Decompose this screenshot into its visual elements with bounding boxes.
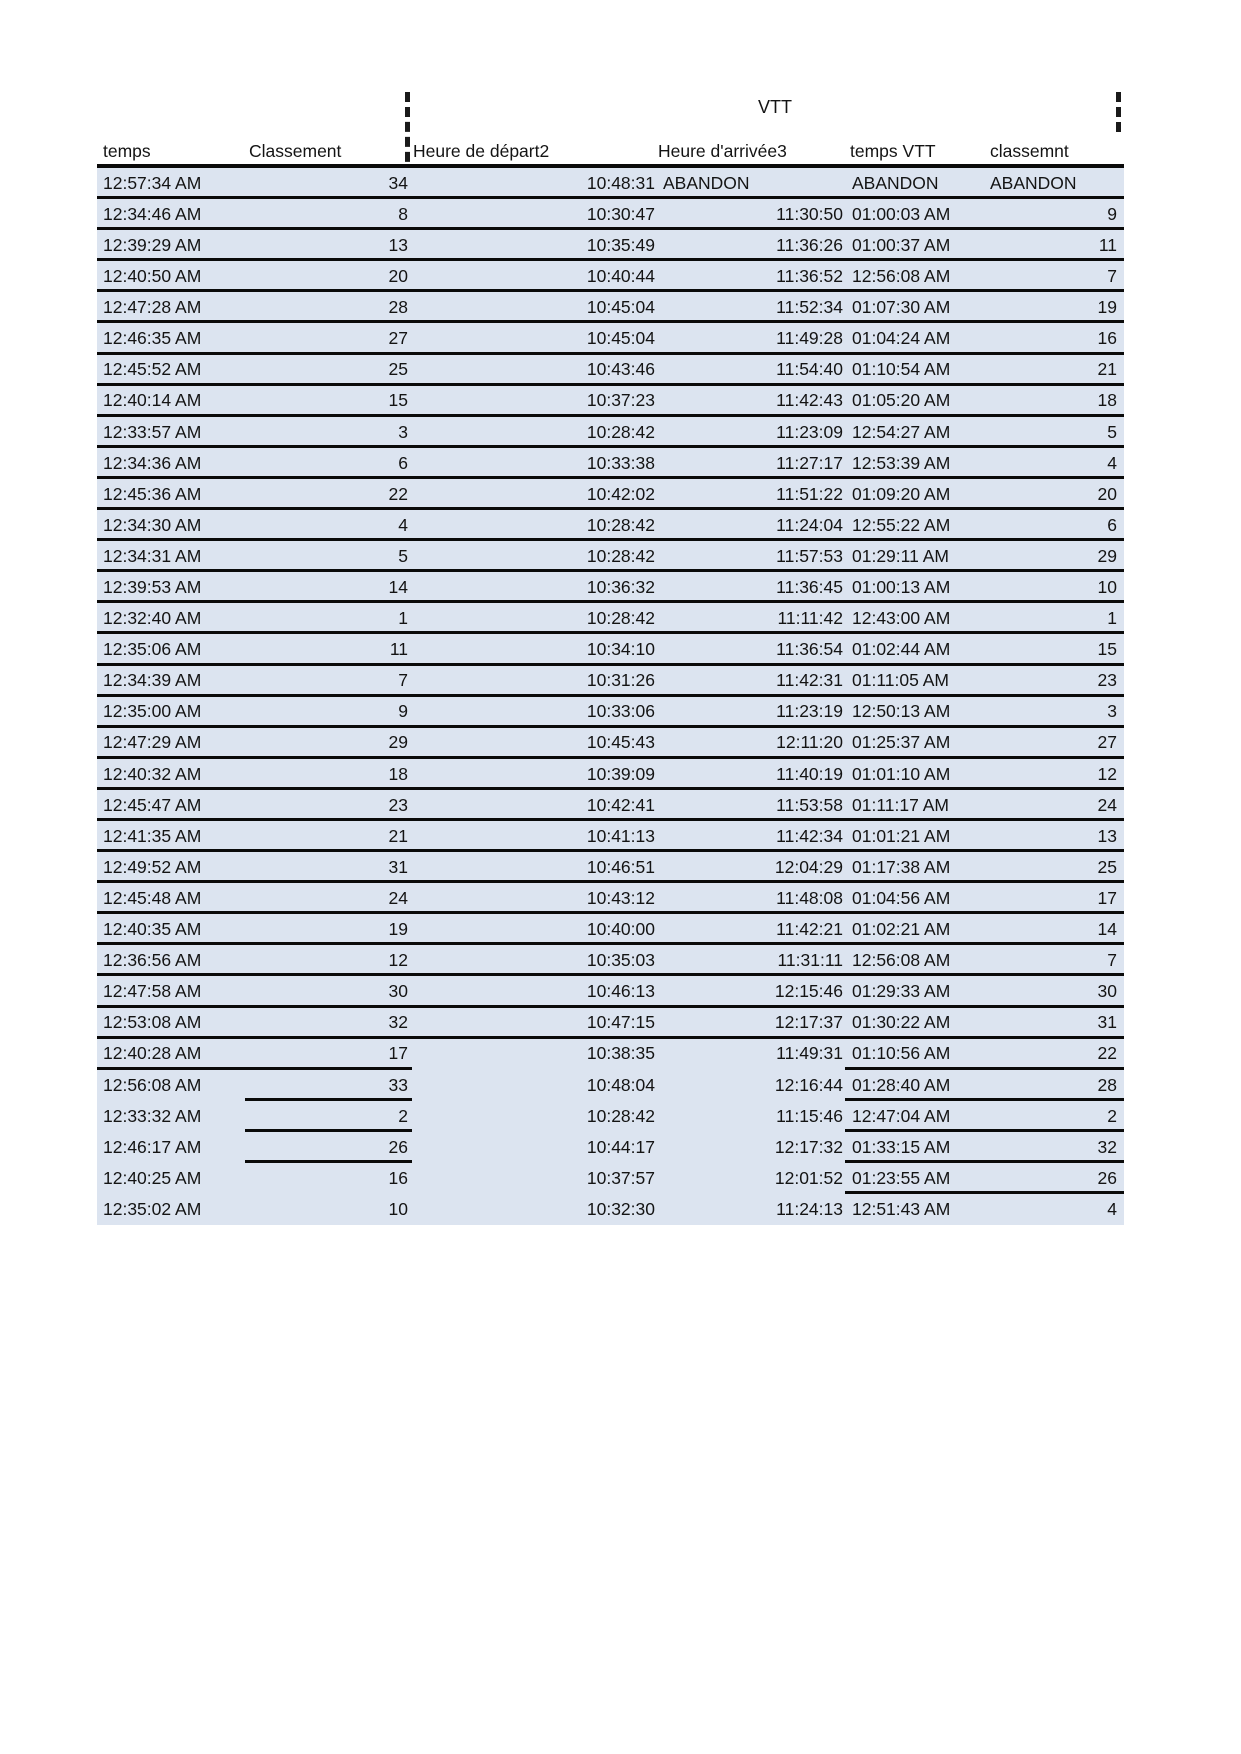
cell-heure-d-arrivee3: 11:48:08 xyxy=(776,887,843,908)
cell-classement: 11 xyxy=(389,639,408,660)
cell-classement: 10 xyxy=(388,1198,408,1219)
cell-heure-d-arrivee3: 11:42:21 xyxy=(776,919,843,940)
cell-heure-de-depart2: 10:40:00 xyxy=(586,919,655,940)
cell-classemnt: 7 xyxy=(1107,950,1117,971)
cell-temps: 12:40:35 AM xyxy=(103,919,202,940)
cell-classemnt: 25 xyxy=(1097,856,1117,877)
cell-heure-d-arrivee3: 11:15:46 xyxy=(776,1105,843,1126)
cell-temps-vtt: 01:33:15 AM xyxy=(852,1136,951,1157)
cell-classemnt: 11 xyxy=(1098,234,1117,255)
table-row xyxy=(97,634,1124,665)
cell-temps: 12:45:48 AM xyxy=(103,887,202,908)
cell-heure-d-arrivee3: 11:30:50 xyxy=(776,203,843,224)
cell-heure-d-arrivee3: 11:42:34 xyxy=(776,825,843,846)
cell-classemnt: 5 xyxy=(1107,421,1117,442)
table-row xyxy=(97,541,1124,572)
table-row xyxy=(97,323,1124,354)
cell-heure-d-arrivee3: 12:17:32 xyxy=(774,1136,843,1157)
cell-heure-de-depart2: 10:28:42 xyxy=(586,608,655,629)
cell-temps: 12:56:08 AM xyxy=(103,1074,202,1095)
cell-classement: 19 xyxy=(388,919,408,940)
cell-classement: 17 xyxy=(388,1043,408,1064)
table-row xyxy=(97,852,1124,883)
table-row xyxy=(97,417,1124,448)
cell-classement: 8 xyxy=(398,203,408,224)
table-row xyxy=(97,728,1124,759)
cell-classemnt: 17 xyxy=(1097,887,1117,908)
cell-temps-vtt: 12:51:43 AM xyxy=(852,1198,951,1219)
cell-temps: 12:41:35 AM xyxy=(103,825,202,846)
table-row xyxy=(97,510,1124,541)
cell-temps: 12:53:08 AM xyxy=(103,1012,202,1033)
table-row xyxy=(97,479,1124,510)
cell-heure-de-depart2: 10:39:09 xyxy=(586,763,655,784)
cell-classement: 26 xyxy=(388,1136,408,1157)
cell-classemnt: 27 xyxy=(1097,732,1117,753)
cell-heure-d-arrivee3: 11:49:31 xyxy=(776,1043,843,1064)
cell-heure-de-depart2: 10:40:44 xyxy=(586,266,655,287)
cell-heure-d-arrivee3: 11:51:22 xyxy=(776,483,843,504)
table-row xyxy=(97,199,1124,230)
cell-heure-de-depart2: 10:31:26 xyxy=(586,670,655,691)
cell-classement: 32 xyxy=(388,1012,408,1033)
cell-heure-d-arrivee3: 11:23:19 xyxy=(776,701,843,722)
table-row xyxy=(97,697,1124,728)
cell-heure-d-arrivee3: 11:11:42 xyxy=(777,608,843,629)
table-row xyxy=(97,355,1124,386)
cell-heure-de-depart2: 10:47:15 xyxy=(586,1012,655,1033)
cell-classement: 9 xyxy=(398,701,408,722)
sheet-title: VTT xyxy=(758,97,792,117)
cell-classemnt: 12 xyxy=(1097,763,1117,784)
cell-temps: 12:35:00 AM xyxy=(103,701,202,722)
table-row xyxy=(97,1101,1124,1132)
cell-classemnt: ABANDON xyxy=(990,172,1077,193)
cell-heure-de-depart2: 10:34:10 xyxy=(586,639,655,660)
cell-classement: 23 xyxy=(388,794,408,815)
cell-temps: 12:57:34 AM xyxy=(103,172,202,193)
cell-heure-d-arrivee3: 12:15:46 xyxy=(774,981,843,1002)
cell-temps: 12:45:36 AM xyxy=(103,483,202,504)
cell-classement: 27 xyxy=(388,328,408,349)
cell-classement: 34 xyxy=(388,172,408,193)
cell-temps-vtt: 01:01:10 AM xyxy=(852,763,951,784)
table-row xyxy=(97,883,1124,914)
cell-heure-de-depart2: 10:37:23 xyxy=(586,390,655,411)
cell-heure-de-depart2: 10:32:30 xyxy=(586,1198,655,1219)
cell-temps-vtt: 12:43:00 AM xyxy=(852,608,951,629)
cell-temps-vtt: 01:05:20 AM xyxy=(852,390,951,411)
cell-temps: 12:40:14 AM xyxy=(103,390,202,411)
cell-heure-d-arrivee3: 11:40:19 xyxy=(776,763,843,784)
cell-heure-d-arrivee3: 11:36:54 xyxy=(776,639,843,660)
cell-classemnt: 6 xyxy=(1107,514,1117,535)
cell-classement: 25 xyxy=(388,359,408,380)
cell-heure-de-depart2: 10:30:47 xyxy=(586,203,655,224)
cell-temps: 12:34:36 AM xyxy=(103,452,202,473)
cell-heure-de-depart2: 10:45:04 xyxy=(586,328,655,349)
cell-temps-vtt: 01:02:44 AM xyxy=(852,639,951,660)
cell-temps-vtt: 01:04:24 AM xyxy=(852,328,951,349)
cell-temps: 12:39:53 AM xyxy=(103,577,202,598)
column-header-classemnt: classemnt xyxy=(990,140,1069,161)
cell-classement: 15 xyxy=(388,390,408,411)
cell-temps-vtt: 01:11:17 AM xyxy=(852,794,949,815)
cell-heure-d-arrivee3: 12:01:52 xyxy=(774,1167,843,1188)
cell-temps: 12:34:31 AM xyxy=(103,545,202,566)
cell-temps: 12:32:40 AM xyxy=(103,608,202,629)
cell-temps-vtt: 01:09:20 AM xyxy=(852,483,951,504)
cell-heure-d-arrivee3: 11:24:13 xyxy=(776,1198,843,1219)
cell-classemnt: 32 xyxy=(1097,1136,1117,1157)
cell-classemnt: 21 xyxy=(1097,359,1117,380)
cell-temps: 12:49:52 AM xyxy=(103,856,202,877)
cell-temps-vtt: 01:23:55 AM xyxy=(852,1167,951,1188)
cell-classemnt: 22 xyxy=(1097,1043,1117,1064)
cell-temps: 12:36:56 AM xyxy=(103,950,202,971)
cell-classement: 1 xyxy=(398,608,408,629)
cell-classemnt: 28 xyxy=(1097,1074,1117,1095)
cell-temps-vtt: 12:50:13 AM xyxy=(852,701,951,722)
cell-temps: 12:46:17 AM xyxy=(103,1136,202,1157)
cell-temps: 12:35:02 AM xyxy=(103,1198,202,1219)
table-header-row xyxy=(97,122,1124,168)
cell-classement: 5 xyxy=(398,545,408,566)
table-row xyxy=(97,945,1124,976)
cell-temps: 12:47:58 AM xyxy=(103,981,202,1002)
cell-heure-de-depart2: 10:36:32 xyxy=(586,577,655,598)
cell-heure-de-depart2: 10:38:35 xyxy=(586,1043,655,1064)
cell-heure-de-depart2: 10:37:57 xyxy=(586,1167,655,1188)
table-row xyxy=(97,386,1124,417)
cell-classemnt: 9 xyxy=(1107,203,1117,224)
cell-heure-d-arrivee3: 11:36:52 xyxy=(776,266,843,287)
table-row xyxy=(97,261,1124,292)
cell-classement: 3 xyxy=(398,421,408,442)
cell-classement: 24 xyxy=(388,887,408,908)
cell-classement: 28 xyxy=(388,297,408,318)
cell-temps: 12:33:32 AM xyxy=(103,1105,202,1126)
cell-classemnt: 19 xyxy=(1097,297,1117,318)
cell-classement: 31 xyxy=(388,856,408,877)
cell-heure-d-arrivee3: 11:23:09 xyxy=(776,421,843,442)
cell-heure-de-depart2: 10:44:17 xyxy=(586,1136,655,1157)
cell-temps: 12:35:06 AM xyxy=(103,639,202,660)
cell-classemnt: 13 xyxy=(1097,825,1117,846)
table-row xyxy=(97,230,1124,261)
table-row xyxy=(97,1132,1124,1163)
cell-temps: 12:47:28 AM xyxy=(103,297,202,318)
cell-heure-de-depart2: 10:45:43 xyxy=(586,732,655,753)
table-row xyxy=(97,1163,1124,1194)
cell-heure-d-arrivee3: 11:42:31 xyxy=(776,670,843,691)
cell-temps: 12:46:35 AM xyxy=(103,328,202,349)
column-header-classement: Classement xyxy=(249,140,342,161)
cell-heure-de-depart2: 10:46:13 xyxy=(586,981,655,1002)
cell-heure-d-arrivee3: 11:52:34 xyxy=(776,297,843,318)
cell-classement: 30 xyxy=(388,981,408,1002)
cell-heure-de-depart2: 10:28:42 xyxy=(586,1105,655,1126)
cell-classement: 7 xyxy=(398,670,408,691)
cell-classement: 16 xyxy=(388,1167,408,1188)
cell-temps: 12:34:30 AM xyxy=(103,514,202,535)
cell-classemnt: 16 xyxy=(1097,328,1117,349)
cell-temps-vtt: ABANDON xyxy=(852,172,939,193)
cell-classemnt: 3 xyxy=(1107,701,1117,722)
cell-classemnt: 24 xyxy=(1097,794,1117,815)
cell-classemnt: 31 xyxy=(1097,1012,1117,1033)
cell-temps-vtt: 01:25:37 AM xyxy=(852,732,951,753)
cell-heure-de-depart2: 10:48:04 xyxy=(586,1074,655,1095)
cell-heure-d-arrivee3: 11:36:45 xyxy=(776,577,843,598)
cell-classemnt: 15 xyxy=(1097,639,1117,660)
cell-classemnt: 26 xyxy=(1097,1167,1117,1188)
table-row xyxy=(97,448,1124,479)
cell-temps: 12:34:39 AM xyxy=(103,670,202,691)
cell-classement: 14 xyxy=(388,577,408,598)
cell-heure-de-depart2: 10:33:38 xyxy=(586,452,655,473)
table-row xyxy=(97,603,1124,634)
table-row xyxy=(97,790,1124,821)
cell-heure-de-depart2: 10:33:06 xyxy=(586,701,655,722)
cell-temps-vtt: 01:00:37 AM xyxy=(852,234,951,255)
table-row xyxy=(97,1039,1124,1070)
cell-heure-de-depart2: 10:28:42 xyxy=(586,514,655,535)
column-header-temps-vtt: temps VTT xyxy=(850,140,936,161)
cell-heure-d-arrivee3: 11:57:53 xyxy=(776,545,843,566)
cell-temps-vtt: 12:55:22 AM xyxy=(852,514,951,535)
cell-heure-d-arrivee3: 11:36:26 xyxy=(776,234,843,255)
cell-classemnt: 18 xyxy=(1097,390,1117,411)
cell-temps: 12:40:25 AM xyxy=(103,1167,202,1188)
cell-classemnt: 4 xyxy=(1107,452,1117,473)
table-row xyxy=(97,572,1124,603)
cell-temps: 12:33:57 AM xyxy=(103,421,202,442)
cell-classement: 18 xyxy=(388,763,408,784)
cell-heure-de-depart2: 10:35:03 xyxy=(586,950,655,971)
table-row xyxy=(97,914,1124,945)
cell-temps-vtt: 12:54:27 AM xyxy=(852,421,951,442)
cell-temps: 12:45:47 AM xyxy=(103,794,202,815)
cell-heure-de-depart2: 10:46:51 xyxy=(586,856,655,877)
cell-temps-vtt: 01:00:03 AM xyxy=(852,203,951,224)
cell-temps-vtt: 12:47:04 AM xyxy=(852,1105,951,1126)
cell-temps-vtt: 01:00:13 AM xyxy=(852,577,951,598)
table-row xyxy=(97,1008,1124,1039)
column-header-heure-d-arrivee3: Heure d'arrivée3 xyxy=(658,140,787,161)
cell-temps-vtt: 01:29:11 AM xyxy=(852,545,949,566)
cell-heure-d-arrivee3: ABANDON xyxy=(663,172,750,193)
cell-classement: 22 xyxy=(388,483,408,504)
cell-temps-vtt: 01:29:33 AM xyxy=(852,981,951,1002)
cell-temps-vtt: 01:10:54 AM xyxy=(852,359,951,380)
cell-classemnt: 2 xyxy=(1107,1105,1117,1126)
cell-temps-vtt: 01:11:05 AM xyxy=(852,670,949,691)
cell-heure-d-arrivee3: 12:11:20 xyxy=(776,732,843,753)
cell-classemnt: 1 xyxy=(1107,608,1117,629)
table-row xyxy=(97,821,1124,852)
cell-heure-d-arrivee3: 11:42:43 xyxy=(776,390,843,411)
cell-classement: 12 xyxy=(388,950,408,971)
cell-classement: 13 xyxy=(388,234,408,255)
cell-classement: 29 xyxy=(388,732,408,753)
cell-heure-de-depart2: 10:43:12 xyxy=(586,887,655,908)
cell-temps-vtt: 12:53:39 AM xyxy=(852,452,951,473)
cell-temps-vtt: 12:56:08 AM xyxy=(852,950,951,971)
cell-classemnt: 14 xyxy=(1097,919,1117,940)
cell-temps: 12:40:50 AM xyxy=(103,266,202,287)
cell-temps: 12:39:29 AM xyxy=(103,234,202,255)
cell-heure-d-arrivee3: 11:27:17 xyxy=(776,452,843,473)
cell-temps: 12:45:52 AM xyxy=(103,359,202,380)
column-header-heure-de-depart2: Heure de départ2 xyxy=(413,140,550,161)
cell-temps-vtt: 01:30:22 AM xyxy=(852,1012,951,1033)
cell-heure-de-depart2: 10:35:49 xyxy=(586,234,655,255)
cell-classemnt: 4 xyxy=(1107,1198,1117,1219)
cell-temps: 12:34:46 AM xyxy=(103,203,202,224)
cell-temps-vtt: 12:56:08 AM xyxy=(852,266,951,287)
cell-temps-vtt: 01:28:40 AM xyxy=(852,1074,951,1095)
table-row xyxy=(97,666,1124,697)
cell-heure-d-arrivee3: 11:49:28 xyxy=(776,328,843,349)
results-table xyxy=(97,122,1124,1225)
table-row xyxy=(97,168,1124,199)
table-row xyxy=(97,759,1124,790)
column-header-temps: temps xyxy=(103,140,151,161)
cell-temps: 12:40:28 AM xyxy=(103,1043,202,1064)
cell-classemnt: 20 xyxy=(1097,483,1117,504)
cell-classement: 20 xyxy=(388,266,408,287)
cell-classement: 33 xyxy=(388,1074,408,1095)
cell-heure-de-depart2: 10:41:13 xyxy=(586,825,655,846)
cell-heure-d-arrivee3: 11:24:04 xyxy=(776,514,843,535)
cell-classemnt: 10 xyxy=(1097,577,1117,598)
cell-temps-vtt: 01:07:30 AM xyxy=(852,297,951,318)
cell-heure-de-depart2: 10:28:42 xyxy=(586,545,655,566)
cell-temps-vtt: 01:04:56 AM xyxy=(852,887,951,908)
cell-heure-de-depart2: 10:45:04 xyxy=(586,297,655,318)
cell-classement: 4 xyxy=(398,514,408,535)
cell-heure-d-arrivee3: 12:16:44 xyxy=(774,1074,843,1095)
cell-classemnt: 30 xyxy=(1097,981,1117,1002)
cell-classemnt: 7 xyxy=(1107,266,1117,287)
table-row xyxy=(97,976,1124,1007)
cell-heure-de-depart2: 10:42:41 xyxy=(586,794,655,815)
cell-heure-de-depart2: 10:42:02 xyxy=(586,483,655,504)
table-body xyxy=(97,168,1124,1225)
cell-heure-de-depart2: 10:28:42 xyxy=(586,421,655,442)
cell-temps-vtt: 01:17:38 AM xyxy=(852,856,951,877)
table-row xyxy=(97,292,1124,323)
cell-classement: 6 xyxy=(398,452,408,473)
cell-heure-d-arrivee3: 11:53:58 xyxy=(776,794,843,815)
cell-heure-d-arrivee3: 11:54:40 xyxy=(776,359,843,380)
cell-heure-de-depart2: 10:43:46 xyxy=(586,359,655,380)
cell-classemnt: 29 xyxy=(1097,545,1117,566)
table-row xyxy=(97,1194,1124,1225)
cell-heure-d-arrivee3: 12:17:37 xyxy=(774,1012,843,1033)
table-row xyxy=(97,1070,1124,1101)
cell-temps-vtt: 01:01:21 AM xyxy=(852,825,951,846)
cell-temps: 12:47:29 AM xyxy=(103,732,202,753)
cell-temps: 12:40:32 AM xyxy=(103,763,202,784)
cell-heure-d-arrivee3: 11:31:11 xyxy=(777,950,843,971)
cell-temps-vtt: 01:02:21 AM xyxy=(852,919,951,940)
cell-classemnt: 23 xyxy=(1097,670,1117,691)
cell-classement: 21 xyxy=(388,825,408,846)
cell-classement: 2 xyxy=(398,1105,408,1126)
cell-heure-de-depart2: 10:48:31 xyxy=(586,172,655,193)
cell-temps-vtt: 01:10:56 AM xyxy=(852,1043,951,1064)
cell-heure-d-arrivee3: 12:04:29 xyxy=(774,856,843,877)
